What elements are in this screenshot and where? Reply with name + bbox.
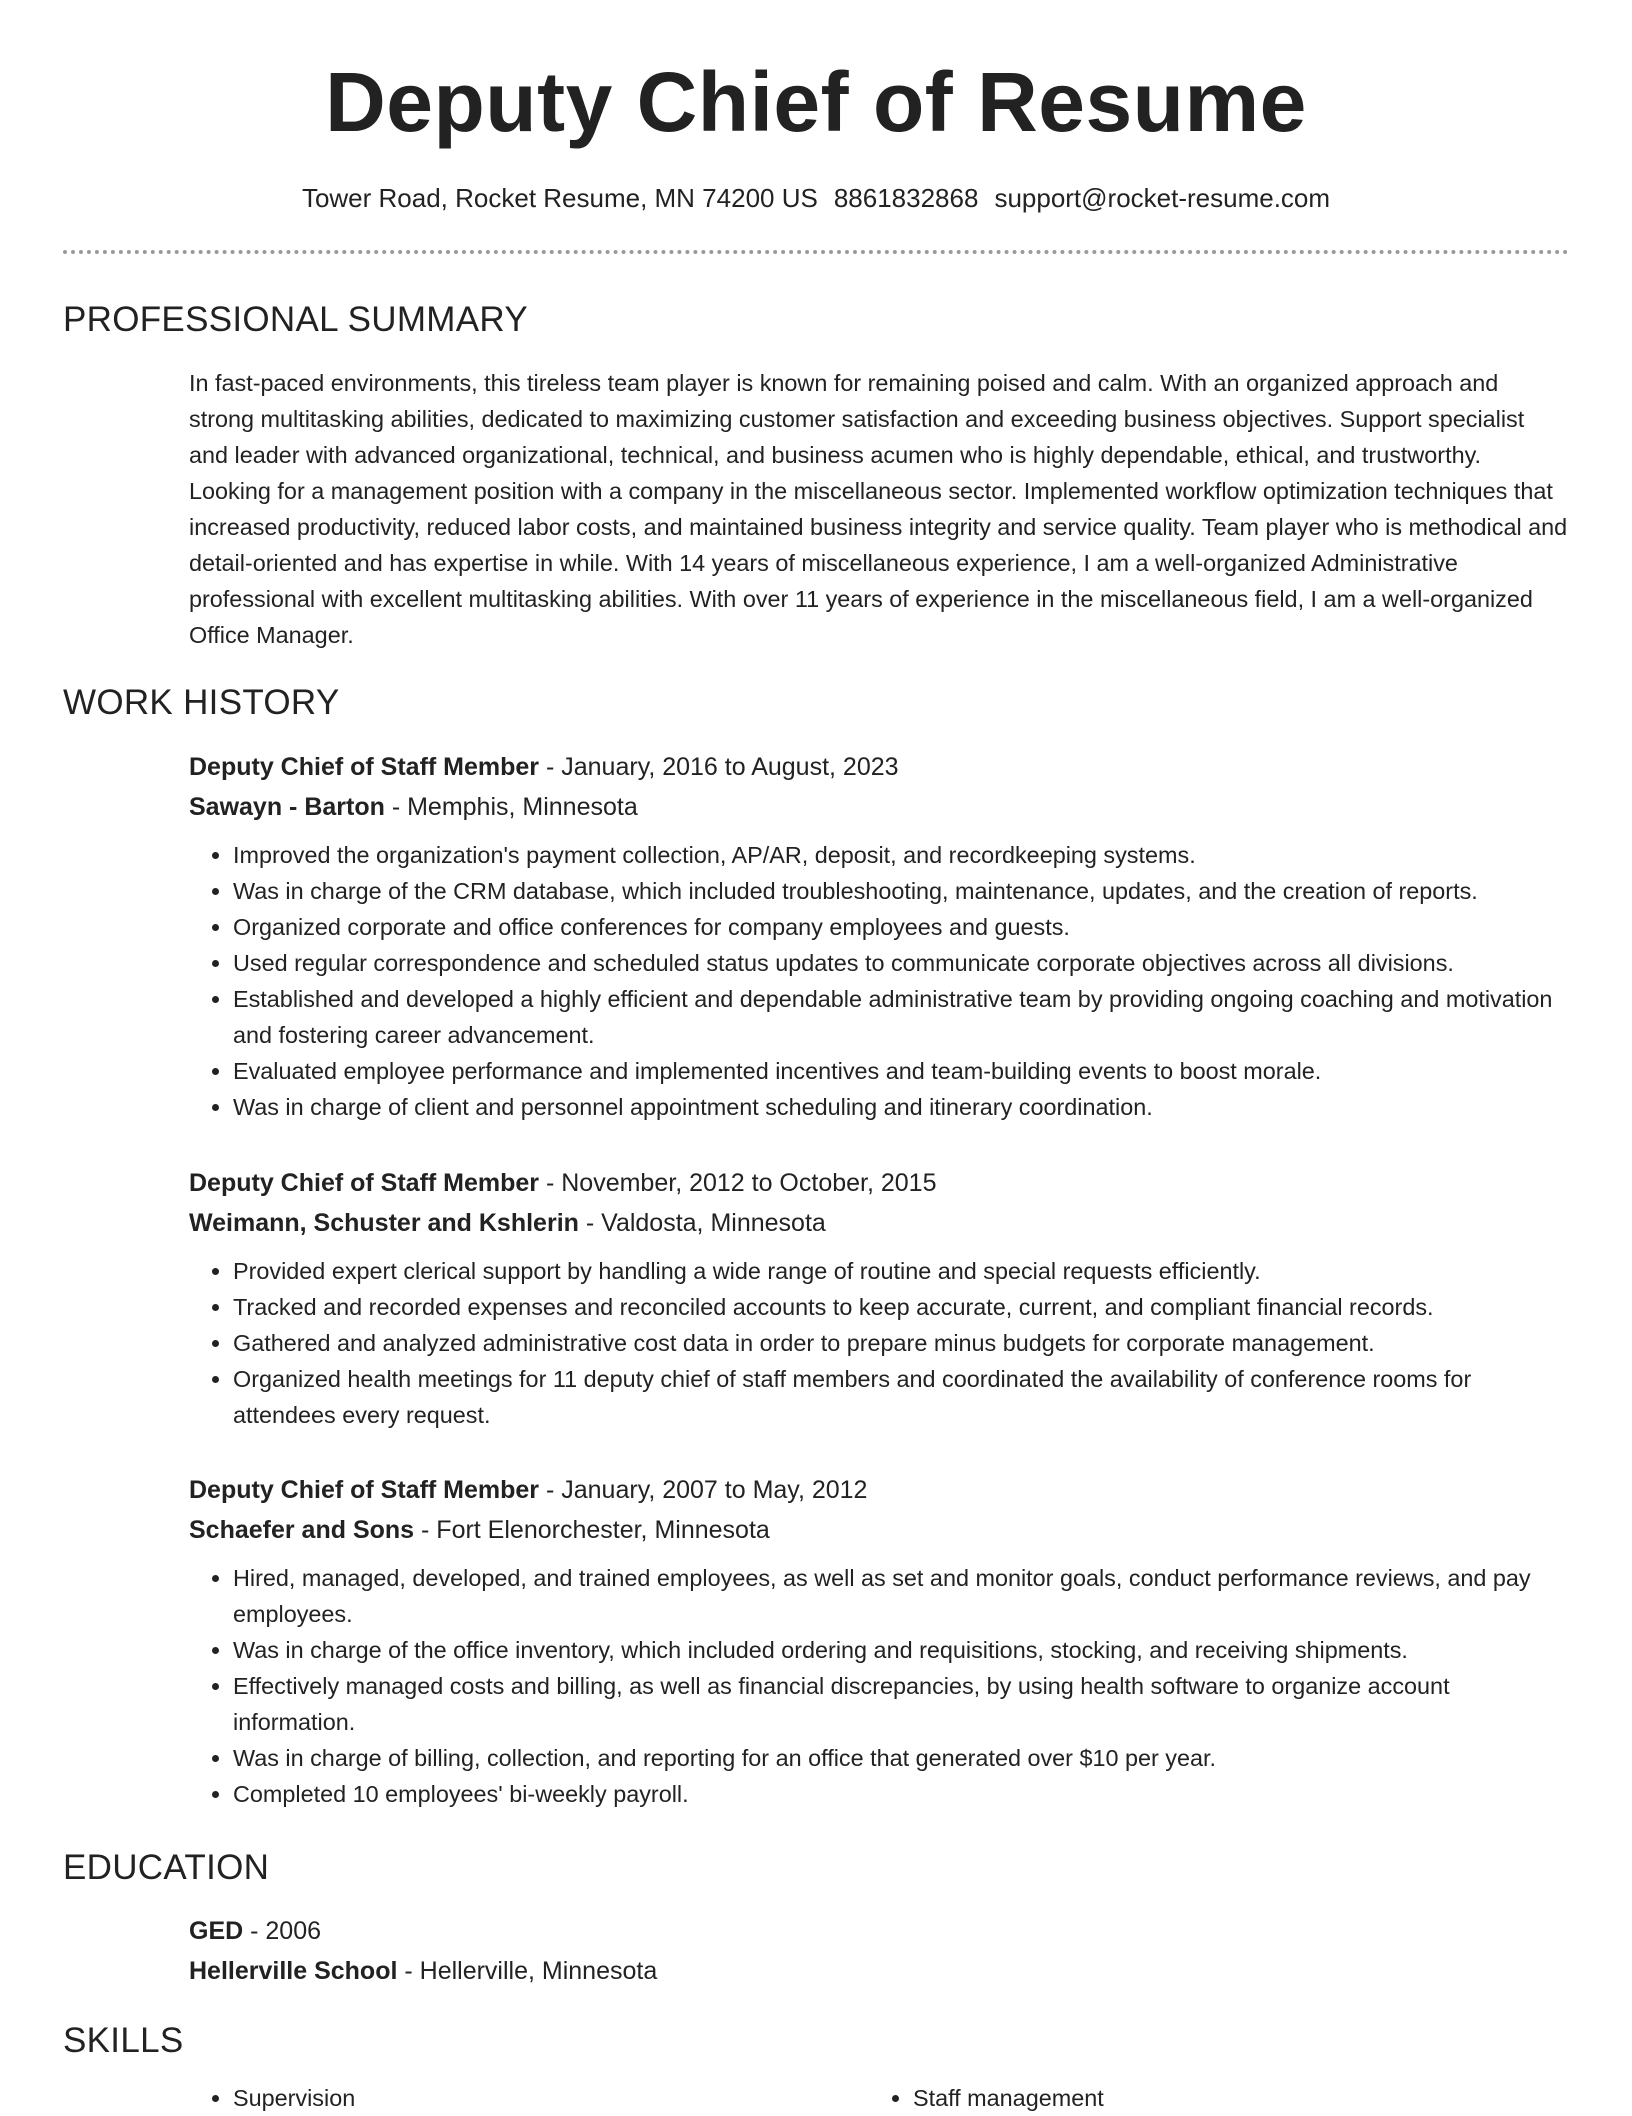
job-bullet: • Effectively managed costs and billing, as well as financial discrepancies, by using health software to organize account information. (233, 1668, 1569, 1740)
education-school-line (189, 1951, 1569, 1991)
section-title-education: EDUCATION (63, 1848, 270, 1887)
job-title: Deputy Chief of Staff Member (189, 753, 540, 781)
job-bullet: • Gathered and analyzed administrative cost data in order to prepare minus budgets for corporate management. (233, 1325, 1569, 1361)
job-title: Deputy Chief of Staff Member (189, 1476, 540, 1504)
job-company: Weimann, Schuster and Kshlerin (189, 1209, 579, 1237)
job-bullet: • Was in charge of the CRM database, which included troubleshooting, maintenance, updates, and the creation of reports. (233, 873, 1569, 909)
job-bullet: • Improved the organization's payment collection, AP/AR, deposit, and recordkeeping systems. (233, 837, 1569, 873)
job-bullets (189, 1253, 1569, 1433)
job-bullet: • Was in charge of client and personnel appointment scheduling and itinerary coordination. (233, 1089, 1569, 1125)
section-title-work: WORK HISTORY (63, 683, 340, 722)
job-location: - Memphis, Minnesota (384, 793, 638, 821)
job-bullet: • Was in charge of billing, collection, and reporting for an office that generated over $10 per year. (233, 1740, 1569, 1776)
education-year: - 2006 (243, 1917, 322, 1945)
education-entry (189, 1911, 1569, 1991)
job-company-line (189, 787, 1569, 827)
job-entry (189, 1163, 1569, 1433)
job-title: Deputy Chief of Staff Member (189, 1169, 540, 1197)
resume-name: Deputy Chief of Resume (325, 55, 1307, 149)
job-bullet: • Used regular correspondence and scheduled status updates to communicate corporate objectives across all divisions. (233, 945, 1569, 981)
job-location: - Valdosta, Minnesota (578, 1209, 826, 1237)
contact-address: Tower Road, Rocket Resume, MN 74200 US (301, 183, 818, 213)
job-bullet: • Hired, managed, developed, and trained employees, as well as set and monitor goals, conduct performance reviews, and pay employees. (233, 1560, 1569, 1632)
job-dates: - January, 2016 to August, 2023 (539, 753, 899, 781)
header-divider (63, 250, 1569, 254)
job-bullet: • Established and developed a highly efficient and dependable administrative team by providing ongoing coaching and motivation and fostering career advancement. (233, 981, 1569, 1053)
job-company-line (189, 1510, 1569, 1550)
education-school: Hellerville School (189, 1957, 398, 1985)
job-dates: - January, 2007 to May, 2012 (539, 1476, 868, 1504)
job-bullet: • Organized corporate and office conferences for company employees and guests. (233, 909, 1569, 945)
contact-email[interactable]: support@rocket-resume.com (994, 183, 1331, 213)
skill-item: • Supervision (233, 2080, 869, 2116)
section-title-skills: SKILLS (63, 2021, 184, 2060)
job-bullet: • Completed 10 employees' bi-weekly payroll. (233, 1776, 1569, 1812)
skills-column (189, 2080, 869, 2116)
job-title-line (189, 1163, 1569, 1203)
section-title-summary: PROFESSIONAL SUMMARY (63, 300, 528, 339)
job-bullet: • Was in charge of the office inventory, which included ordering and requisitions, stocking, and receiving shipments. (233, 1632, 1569, 1668)
job-company-line (189, 1203, 1569, 1243)
job-entry (189, 1470, 1569, 1812)
job-entry (189, 747, 1569, 1125)
job-company: Sawayn - Barton (189, 793, 385, 821)
job-bullets (189, 837, 1569, 1125)
job-title-line (189, 1470, 1569, 1510)
job-bullet: • Organized health meetings for 11 deputy chief of staff members and coordinated the availability of conference rooms for attendees every request. (233, 1361, 1569, 1433)
contact-line (0, 180, 1632, 216)
job-bullet: • Provided expert clerical support by handling a wide range of routine and special requests efficiently. (233, 1253, 1569, 1289)
skill-item: • Staff management (913, 2080, 1549, 2116)
job-dates: - November, 2012 to October, 2015 (539, 1169, 937, 1197)
contact-phone: 8861832868 (833, 183, 979, 213)
summary-text: In fast-paced environments, this tireless team player is known for remaining poised and calm. With an organized approach and strong multitasking abilities, dedicated to maximizing customer satisfaction and exceeding business objectives. Support specialist and leader with advanced organizational, technical, and business acumen who is highly dependable, ethical, and trustworthy. Looking for a management position with a company in the miscellaneous sector. Implemented workflow optimization techniques that increased productivity, reduced labor costs, and maintained business integrity and service quality. Team player who is methodical and detail-oriented and has expertise in while. With 14 years of miscellaneous experience, I am a well-organized Administrative professional with excellent multitasking abilities. With over 11 years of experience in the miscellaneous field, I am a well-organized Office Manager. (189, 370, 1568, 648)
job-company: Schaefer and Sons (189, 1516, 415, 1544)
skills-column (869, 2080, 1549, 2116)
job-bullets (189, 1560, 1569, 1812)
education-location: - Hellerville, Minnesota (397, 1957, 658, 1985)
education-degree: GED (189, 1917, 244, 1945)
education-degree-line (189, 1911, 1569, 1951)
job-bullet: • Tracked and recorded expenses and reconciled accounts to keep accurate, current, and compliant financial records. (233, 1289, 1569, 1325)
job-bullet: • Evaluated employee performance and implemented incentives and team-building events to boost morale. (233, 1053, 1569, 1089)
job-title-line (189, 747, 1569, 787)
skills-list (189, 2080, 1569, 2116)
job-location: - Fort Elenorchester, Minnesota (414, 1516, 770, 1544)
